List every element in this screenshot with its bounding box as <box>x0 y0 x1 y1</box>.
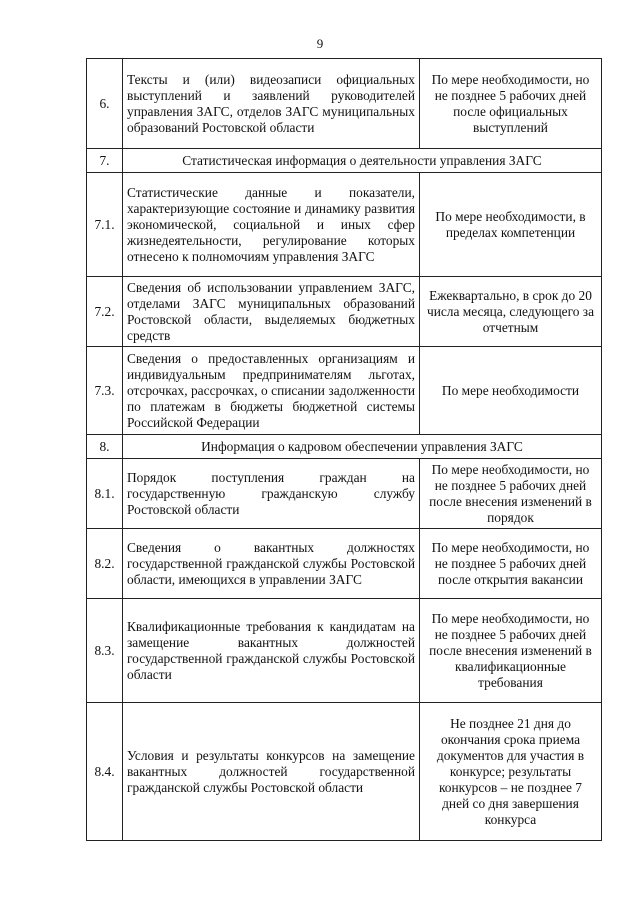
row-number: 8.4. <box>87 703 123 841</box>
row-number: 8.2. <box>87 529 123 599</box>
table-row <box>87 277 602 347</box>
section-number: 7. <box>87 149 123 173</box>
row-number: 6. <box>87 59 123 149</box>
row-description: Статистические данные и показатели, характеризующие состояние и динамику развития экономической, социальной и иных сфер жизнедеятельности, регулирование которых отнесено к полномочиям управления ЗАГС <box>123 173 420 277</box>
row-number: 8.1. <box>87 459 123 529</box>
table-row <box>87 59 602 149</box>
row-deadline: По мере необходимости <box>420 347 602 435</box>
row-description: Сведения об использовании управлением ЗАГС, отделами ЗАГС муниципальных образований Ростовской области, выделяемых бюджетных средств <box>123 277 420 347</box>
section-title: Информация о кадровом обеспечении управления ЗАГС <box>123 435 602 459</box>
row-deadline: По мере необходимости, но не позднее 5 рабочих дней после официальных выступлений <box>420 59 602 149</box>
row-number: 7.1. <box>87 173 123 277</box>
table-row <box>87 703 602 841</box>
table-row <box>87 347 602 435</box>
row-description: Порядок поступления граждан на государственную гражданскую службу Ростовской области <box>123 459 420 529</box>
section-title: Статистическая информация о деятельности управления ЗАГС <box>123 149 602 173</box>
row-number: 8.3. <box>87 599 123 703</box>
row-deadline: По мере необходимости, но не позднее 5 рабочих дней после внесения изменений в квалификационные требования <box>420 599 602 703</box>
section-number: 8. <box>87 435 123 459</box>
row-description: Условия и результаты конкурсов на замещение вакантных должностей государственной гражданской службы Ростовской области <box>123 703 420 841</box>
section-row <box>87 435 602 459</box>
table-row <box>87 599 602 703</box>
row-deadline: Ежеквартально, в срок до 20 числа месяца, следующего за отчетным <box>420 277 602 347</box>
row-number: 7.3. <box>87 347 123 435</box>
row-deadline: По мере необходимости, но не позднее 5 рабочих дней после внесения изменений в порядок <box>420 459 602 529</box>
row-description: Сведения о предоставленных организациям и индивидуальным предпринимателям льготах, отсрочках, рассрочках, о списании задолженности по платежам в бюджеты бюджетной системы Российской Федерации <box>123 347 420 435</box>
document-table <box>86 58 602 841</box>
row-deadline: По мере необходимости, но не позднее 5 рабочих дней после открытия вакансии <box>420 529 602 599</box>
row-description: Сведения о вакантных должностях государственной гражданской службы Ростовской области, имеющихся в управлении ЗАГС <box>123 529 420 599</box>
row-deadline: По мере необходимости, в пределах компетенции <box>420 173 602 277</box>
table-row <box>87 459 602 529</box>
table-row <box>87 529 602 599</box>
row-description: Квалификационные требования к кандидатам на замещение вакантных должностей государственной гражданской службы Ростовской области <box>123 599 420 703</box>
row-description: Тексты и (или) видеозаписи официальных выступлений и заявлений руководителей управления ЗАГС, отделов ЗАГС муниципальных образований Ростовской области <box>123 59 420 149</box>
table-row <box>87 173 602 277</box>
section-row <box>87 149 602 173</box>
page-number: 9 <box>316 36 324 51</box>
row-number: 7.2. <box>87 277 123 347</box>
row-deadline: Не позднее 21 дня до окончания срока приема документов для участия в конкурсе; результаты конкурсов – не позднее 7 дней со дня завершения конкурса <box>420 703 602 841</box>
